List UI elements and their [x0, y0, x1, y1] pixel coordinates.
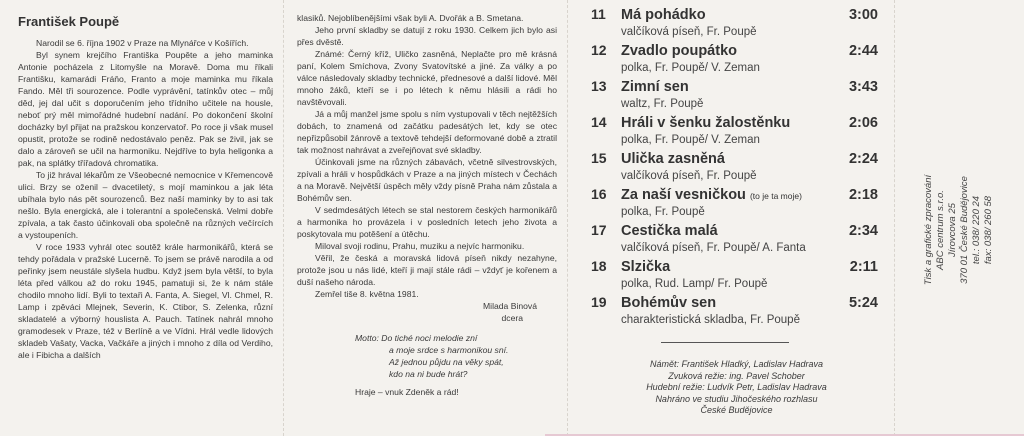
bio-paragraph: Věřil, že česká a moravská lidová píseň nikdy nezahyne, protože jsou u nás lidé, kteří ji mají stále rádi – vždyť je kořenem a duší našeho národa.	[297, 253, 557, 287]
track-item	[579, 294, 884, 330]
credit-line: České Budějovice	[700, 405, 773, 415]
track-title	[621, 151, 828, 167]
track-duration: 5:24	[848, 295, 878, 311]
printer-line: tel.: 038/ 220 24	[971, 195, 982, 265]
track-number: 14	[591, 114, 607, 130]
track-title	[621, 295, 828, 311]
signature-name: Milada Binová	[483, 301, 537, 311]
credit-line: Námět: František Hladký, Ladislav Hadrava	[649, 359, 824, 369]
bio-paragraph: Jeho první skladby se datují z roku 1930. Celkem jich bylo asi přes dvěstě.	[297, 25, 557, 47]
track-credits: waltz, Fr. Poupě	[621, 98, 704, 110]
track-title-text: Zimní sen	[621, 79, 689, 95]
track-note: (to je ta moje)	[749, 191, 802, 201]
printer-line: Tisk a grafické zpracování	[923, 174, 934, 286]
track-title-text: Za naší vesničkou	[621, 187, 746, 203]
bio-paragraph: V roce 1933 vyhrál otec soutěž krále harmonikářů, která se tehdy pořádala v pražské Lucerně. To jsem se právě narodila a od peřinky jsem neustále slyšela hudbu. Když jsem byla větší, to byla léta před válkou až do roku 1945, pamatuji si, že k nám stále chodilo mnoho lidí. Byli to textaři A. Fanta, A. Siegel, Vl. Chmel, R. Lamp i zpěváci Mlejnek, Severin, K. Ctibor, S. Zelenka, různí skladatelé a výborný houslista A. Pauch. Tatínek nahrál mnoho gramodesek v Praze, též v Berlíně a ve Vídni. Hrál vedle lidových skladeb Vašaty, Vacka, Vačkáře a jiných i mnoho z díla od Verdiho, ale i Fibicha a dalších	[18, 242, 273, 360]
track-credits: polka, Fr. Poupě	[621, 206, 705, 218]
printer-line: fax: 038/ 260 58	[983, 195, 994, 265]
track-row	[579, 114, 884, 134]
bio-paragraph: Účinkovali jsme na různých zábavách, včetně silvestrovských, zpívali a hráli v hospůdkách v Praze a na jiných místech v Čechách a na Moravě. Největší úspěch měly vždy písně Praha nám zůstala a Bohémův sen.	[297, 157, 557, 203]
track-title-text: Cestička malá	[621, 223, 718, 239]
track-title-text: Hráli v šenku žalostěnku	[621, 115, 791, 131]
bio-paragraph: Byl synem krejčího Františka Poupěte a jeho maminka Antonie pocházela z Litomyšle na Moravě. Doma mu říkali Františku, kamarádi Fráňo, Franto a moje maminka mu říkala Fando. Měl tři sourozence. Podle vyprávění, tatínkův otec – můj děd, jej dal učit s doporučením jeho třídního učitele na housle, neboť prý měl mimořádné hudební nadání. Po dokončení školní docházky byl přijat na pražskou konzervatoř. Po roce ji však musel opustit, protože se rodině nedostávalo peněz. Pak se živil, jak se dalo a zároveň se učil na harmoniku. Nejdříve to byla heligonka a pak, na splátky třířadová chromatika.	[18, 50, 273, 168]
track-item	[579, 186, 884, 222]
track-duration: 3:00	[848, 7, 878, 23]
track-duration: 2:11	[849, 259, 878, 275]
track-row	[579, 150, 884, 170]
track-title-text: Ulička zasněná	[621, 151, 725, 167]
motto-line: kdo na ni bude hrát?	[389, 369, 468, 379]
printer-panel	[894, 0, 1024, 436]
track-row	[579, 78, 884, 98]
credit-line: Nahráno ve studiu Jihočeského rozhlasu	[655, 393, 818, 404]
track-item	[579, 222, 884, 258]
bio-paragraph: Zemřel tiše 8. května 1981.	[315, 289, 419, 299]
track-duration: 2:34	[848, 223, 878, 239]
credit-line: Zvuková režie: ing. Pavel Schober	[668, 370, 805, 381]
track-title	[621, 7, 828, 23]
track-duration: 2:06	[848, 115, 878, 131]
track-credits: valčíková píseň, Fr. Poupě	[621, 26, 757, 38]
track-number: 12	[591, 42, 607, 58]
track-duration: 3:43	[848, 79, 878, 95]
printer-line: ABC centrum s.r.o.	[935, 190, 946, 270]
track-number: 11	[591, 6, 606, 22]
divider	[661, 342, 789, 343]
closing-line: Hraje – vnuk Zdeněk a rád!	[355, 387, 459, 397]
track-duration: 2:18	[848, 187, 878, 203]
credit-line: Hudební režie: Ludvík Petr, Ladislav Hadrava	[646, 382, 827, 392]
motto	[297, 332, 557, 380]
bio-title: František Poupě	[18, 14, 120, 29]
printer-info	[923, 155, 995, 305]
track-title	[621, 259, 828, 275]
track-item	[579, 6, 884, 42]
track-duration: 2:24	[848, 151, 878, 167]
bio-paragraph: Miloval svoji rodinu, Prahu, muziku a nejvíc harmoniku.	[315, 241, 525, 251]
biography-continued-panel	[283, 0, 567, 436]
track-number: 17	[591, 222, 607, 238]
bio-paragraph: To již hrával lékařům ze Všeobecné nemocnice v Křemencově ulici. Brzy se oženil – dvacetiletý, s mojí maminkou a jak léta ubíhala bylo nás pět sourozenců. Bez naší maminky by to asi tak nešlo. Byla energická, ale i tolerantní a společenská. Velmi dobře zpívala, a tak často účinkovali oba společně na různých večírcích a vystoupeních.	[18, 170, 273, 240]
track-title-text: Má pohádko	[621, 7, 706, 23]
biography-panel	[0, 0, 283, 436]
printer-line: 370 01 České Budějovice	[959, 176, 970, 284]
track-item	[579, 150, 884, 186]
printer-line: Jírovcova 25	[947, 203, 958, 257]
track-credits: polka, Fr. Poupě/ V. Zeman	[621, 134, 760, 146]
track-duration: 2:44	[848, 43, 878, 59]
track-row	[579, 258, 884, 278]
track-title	[621, 187, 828, 203]
track-item	[579, 114, 884, 150]
track-number: 16	[591, 186, 607, 202]
track-row	[579, 42, 884, 62]
track-title	[621, 79, 828, 95]
track-number: 18	[591, 258, 607, 274]
tracklist-panel	[567, 0, 894, 436]
track-credits: valčíková píseň, Fr. Poupě/ A. Fanta	[621, 242, 806, 254]
track-row	[579, 294, 884, 314]
track-item	[579, 78, 884, 114]
motto-line: a moje srdce s harmonikou sní.	[389, 345, 509, 355]
track-title	[621, 223, 828, 239]
credits	[579, 359, 884, 417]
track-credits: polka, Rud. Lamp/ Fr. Poupě	[621, 278, 768, 290]
track-row	[579, 186, 884, 206]
track-item	[579, 258, 884, 294]
bio-paragraph: Známé: Černý kříž, Uličko zasněná, Neplačte pro mě krásná paní, Kolem Smíchova, Zvony Svatovítské a jiné. Za války a po válce následovaly skladby technické, přednesové a další lidové. Měl mnoho žáků, kteří se i po létech k němu hlásili a rádi ho navštěvovali.	[297, 49, 557, 107]
signature-role: dcera	[501, 313, 523, 323]
track-title-text: Slzička	[621, 259, 671, 275]
track-row	[579, 222, 884, 242]
track-title	[621, 115, 828, 131]
motto-line: Až jednou půjdu na věky spát,	[389, 357, 504, 367]
bio-paragraph: klasiků. Nejoblíbenějšími však byli A. Dvořák a B. Smetana.	[297, 13, 524, 23]
track-number: 13	[591, 78, 607, 94]
track-title-text: Zvadlo poupátko	[621, 43, 737, 59]
track-number: 15	[591, 150, 607, 166]
track-credits: charakteristická skladba, Fr. Poupě	[621, 314, 800, 326]
track-number: 19	[591, 294, 607, 310]
motto-line: Motto: Do tiché noci melodie zní	[355, 333, 478, 343]
bio-paragraph: Narodil se 6. října 1902 v Praze na Mlynářce v Košířích.	[36, 38, 249, 48]
tracklist	[579, 6, 884, 330]
track-title-text: Bohémův sen	[621, 295, 717, 311]
track-credits: polka, Fr. Poupě/ V. Zeman	[621, 62, 760, 74]
bio-paragraph: V sedmdesátých létech se stal nestorem českých harmonikářů a harmonika ho provázela i v posledních letech jeho života a poskytovala mu potěšení a útěchu.	[297, 205, 557, 239]
track-credits: valčíková píseň, Fr. Poupě	[621, 170, 757, 182]
track-title	[621, 43, 828, 59]
bio-paragraph: Já a můj manžel jsme spolu s ním vystupovali v těch nejtěžších dobách, to znamená od začátku padesátých let, kdy se otec nepřizpůsobil žánrově a textově tehdejší deformované době a ztratil tak možnost nahrávat a zveřejňovat své skladby.	[297, 109, 557, 155]
track-item	[579, 42, 884, 78]
track-row	[579, 6, 884, 26]
